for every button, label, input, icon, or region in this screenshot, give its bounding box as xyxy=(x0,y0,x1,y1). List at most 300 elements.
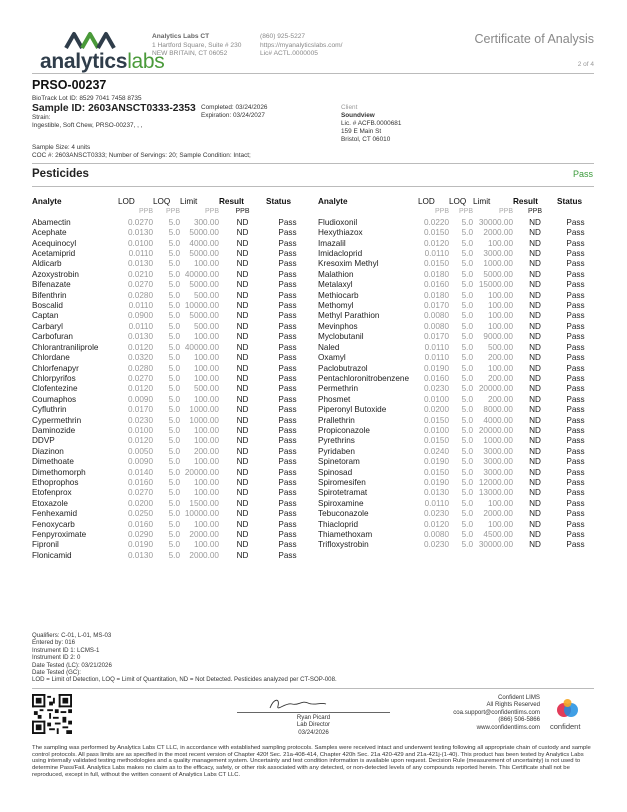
loq-value: 5.0 xyxy=(461,519,473,529)
result-value: ND xyxy=(236,540,249,550)
status-value: Pass xyxy=(278,405,297,415)
table-row xyxy=(318,332,594,342)
col-lod: LOD xyxy=(118,197,135,206)
result-value: ND xyxy=(236,249,249,259)
status-value: Pass xyxy=(566,311,585,321)
lod-value: 0.0180 xyxy=(423,290,449,300)
status-value: Pass xyxy=(278,467,297,477)
result-value: ND xyxy=(529,540,541,550)
loq-value: 5.0 xyxy=(461,405,473,415)
analyte-name: Acephate xyxy=(32,228,67,238)
status-value: Pass xyxy=(278,550,297,560)
result-value: ND xyxy=(236,446,249,456)
limit-value: 5000.00 xyxy=(189,311,219,321)
analyte-name: Flonicamid xyxy=(32,550,72,560)
loq-value: 5.0 xyxy=(461,467,473,477)
sample-name: PRSO-00237 xyxy=(32,78,107,92)
limit-value: 5000.00 xyxy=(189,228,219,238)
table-row xyxy=(32,270,309,280)
analyte-name: Azoxystrobin xyxy=(32,269,79,279)
status-value: Pass xyxy=(278,394,297,404)
status-value: Pass xyxy=(566,363,585,373)
result-value: ND xyxy=(529,457,541,467)
analyte-name: Carbofuran xyxy=(32,332,73,342)
result-value: ND xyxy=(236,530,249,539)
result-value: ND xyxy=(236,373,249,383)
lod-value: 0.0110 xyxy=(424,342,449,352)
lod-value: 0.0090 xyxy=(127,394,153,404)
analyte-name: Carbaryl xyxy=(32,321,63,331)
limit-value: 4500.00 xyxy=(483,530,513,539)
col-loq: LOQ xyxy=(449,197,467,206)
limit-value: 40000.00 xyxy=(184,342,219,352)
status-value: Pass xyxy=(278,425,297,435)
loq-value: 5.0 xyxy=(461,446,473,456)
lod-value: 0.0080 xyxy=(423,530,449,539)
lod-value: 0.0180 xyxy=(423,269,449,279)
lod-value: 0.0160 xyxy=(423,280,449,290)
loq-value: 5.0 xyxy=(168,477,180,487)
analyte-name: Chlordane xyxy=(32,353,70,363)
status-value: Pass xyxy=(566,436,585,446)
logo-second: labs xyxy=(127,50,165,73)
status-value: Pass xyxy=(278,519,297,529)
limit-value: 5000.00 xyxy=(189,280,219,290)
lod-value: 0.0270 xyxy=(127,217,153,227)
analyte-name: Pyridaben xyxy=(318,446,355,456)
pesticide-table-right xyxy=(318,197,594,551)
loq-value: 5.0 xyxy=(461,436,473,446)
limit-value: 1000.00 xyxy=(189,415,219,425)
lod-value: 0.0230 xyxy=(423,509,449,519)
table-row xyxy=(318,530,594,540)
loq-value: 5.0 xyxy=(168,436,180,446)
status-value: Pass xyxy=(566,457,585,467)
analyte-name: Tebuconazole xyxy=(318,509,369,519)
table-row xyxy=(318,280,594,290)
confident-logo-icon xyxy=(555,698,581,720)
logo-first: analytics xyxy=(40,50,128,73)
analyte-name: Acetamiprid xyxy=(32,249,76,259)
status-value: Pass xyxy=(278,269,297,279)
table-row xyxy=(318,322,594,332)
analyte-name: Paclobutrazol xyxy=(318,363,368,373)
loq-value: 5.0 xyxy=(168,342,180,352)
limit-value: 20000.00 xyxy=(184,467,219,477)
client-name: Soundview xyxy=(341,112,375,119)
table-row xyxy=(318,509,594,519)
analyte-name: Acequinocyl xyxy=(32,238,77,248)
limit-value: 30000.00 xyxy=(478,540,513,550)
status-value: Pass xyxy=(278,498,297,508)
limit-value: 100.00 xyxy=(193,425,219,435)
col-lod: LOD xyxy=(418,197,435,206)
lod-value: 0.0230 xyxy=(127,415,153,425)
lod-value: 0.0110 xyxy=(424,498,449,508)
status-value: Pass xyxy=(566,530,585,539)
loq-value: 5.0 xyxy=(461,373,473,383)
limit-value: 100.00 xyxy=(487,363,513,373)
status-value: Pass xyxy=(566,540,585,550)
result-value: ND xyxy=(236,477,249,487)
table-row xyxy=(318,436,594,446)
table-row xyxy=(32,457,309,467)
result-value: ND xyxy=(529,259,541,269)
table-row xyxy=(318,488,594,498)
loq-value: 5.0 xyxy=(168,301,180,311)
limit-value: 100.00 xyxy=(193,394,219,404)
loq-value: 5.0 xyxy=(461,217,473,227)
lod-value: 0.0170 xyxy=(423,332,449,342)
limit-value: 500.00 xyxy=(193,384,219,394)
lab-contact xyxy=(260,33,342,59)
loq-value: 5.0 xyxy=(168,332,180,342)
result-value: ND xyxy=(529,519,541,529)
limit-value: 5000.00 xyxy=(189,249,219,259)
limit-value: 20000.00 xyxy=(478,425,513,435)
loq-value: 5.0 xyxy=(461,321,473,331)
lod-value: 0.0200 xyxy=(423,405,449,415)
result-value: ND xyxy=(529,238,541,248)
qualifiers: Qualifiers: C-01, L-01, MS-03 xyxy=(32,632,112,639)
status-value: Pass xyxy=(278,530,297,539)
confident-email[interactable]: coa.support@confidentlims.com xyxy=(453,708,540,716)
result-value: ND xyxy=(529,228,541,238)
analyte-name: Dimethoate xyxy=(32,457,74,467)
lod-value: 0.0200 xyxy=(127,498,153,508)
divider xyxy=(32,73,594,74)
result-value: ND xyxy=(529,269,541,279)
analyte-name: Cyfluthrin xyxy=(32,405,67,415)
sample-type: Ingestible, Soft Chew, PRSO-00237, , , xyxy=(32,122,143,129)
result-value: ND xyxy=(236,269,249,279)
loq-value: 5.0 xyxy=(168,217,180,227)
table-row xyxy=(318,343,594,353)
lod-value: 0.0190 xyxy=(423,363,449,373)
lod-value: 0.0110 xyxy=(128,321,153,331)
lab-phone: (860) 925-5227 xyxy=(260,33,306,40)
analyte-name: Myclobutanil xyxy=(318,332,364,342)
limit-value: 3000.00 xyxy=(483,446,513,456)
status-value: Pass xyxy=(566,228,585,238)
status-value: Pass xyxy=(566,217,585,227)
table-row xyxy=(32,509,309,519)
lod-value: 0.0080 xyxy=(423,321,449,331)
loq-value: 5.0 xyxy=(461,311,473,321)
result-value: ND xyxy=(529,301,541,311)
loq-value: 5.0 xyxy=(461,530,473,539)
status-value: Pass xyxy=(566,394,585,404)
table-row xyxy=(32,249,309,259)
loq-value: 5.0 xyxy=(168,405,180,415)
lod-value: 0.0250 xyxy=(127,509,153,519)
table-row xyxy=(32,343,309,353)
divider xyxy=(32,688,594,689)
signature-line xyxy=(237,712,390,713)
loq-value: 5.0 xyxy=(461,259,473,269)
result-value: ND xyxy=(236,228,249,238)
col-status: Status xyxy=(557,197,583,206)
analyte-name: Spinosad xyxy=(318,467,353,477)
analyte-name: Methyl Parathion xyxy=(318,311,380,321)
table-row xyxy=(32,395,309,405)
confident-logo-text: confident xyxy=(550,722,581,731)
loq-value: 5.0 xyxy=(461,269,473,279)
table-row xyxy=(318,520,594,530)
date-tested-lc: Date Tested (LC): 03/21/2026 xyxy=(32,661,112,669)
analyte-name: Spiroxamine xyxy=(318,498,364,508)
loq-value: 5.0 xyxy=(461,280,473,290)
result-value: ND xyxy=(236,467,249,477)
table-row xyxy=(32,416,309,426)
loq-value: 5.0 xyxy=(168,394,180,404)
result-value: ND xyxy=(529,311,541,321)
loq-value: 5.0 xyxy=(168,425,180,435)
status-value: Pass xyxy=(278,363,297,373)
lod-value: 0.0100 xyxy=(127,238,153,248)
lod-value: 0.0210 xyxy=(127,269,153,279)
analyte-name: Naled xyxy=(318,342,340,352)
status-value: Pass xyxy=(566,280,585,290)
result-value: ND xyxy=(529,467,541,477)
status-value: Pass xyxy=(566,373,585,383)
client-address2: Bristol, CT 06010 xyxy=(341,136,391,143)
status-value: Pass xyxy=(278,280,297,290)
loq-value: 5.0 xyxy=(168,540,180,550)
limit-value: 100.00 xyxy=(193,540,219,550)
status-value: Pass xyxy=(566,238,585,248)
limit-value: 8000.00 xyxy=(483,405,513,415)
table-row xyxy=(318,364,594,374)
result-value: ND xyxy=(236,290,249,300)
lod-value: 0.0270 xyxy=(127,280,153,290)
loq-value: 5.0 xyxy=(168,488,180,498)
result-value: ND xyxy=(236,519,249,529)
table-row xyxy=(32,447,309,457)
limit-value: 20000.00 xyxy=(478,384,513,394)
table-row xyxy=(318,249,594,259)
analyte-name: Pyrethrins xyxy=(318,436,355,446)
limit-value: 100.00 xyxy=(193,519,219,529)
status-value: Pass xyxy=(278,301,297,311)
result-value: ND xyxy=(236,217,249,227)
loq-value: 5.0 xyxy=(168,457,180,467)
pesticide-table-left xyxy=(32,197,309,561)
loq-value: 5.0 xyxy=(168,311,180,321)
loq-value: 5.0 xyxy=(168,446,180,456)
lod-value: 0.0160 xyxy=(127,519,153,529)
analyte-name: Thiacloprid xyxy=(318,519,359,529)
analyte-name: Daminozide xyxy=(32,425,76,435)
lod-value: 0.0110 xyxy=(424,353,449,363)
table-row xyxy=(318,311,594,321)
table-row xyxy=(32,228,309,238)
loq-value: 5.0 xyxy=(461,290,473,300)
limit-value: 100.00 xyxy=(193,353,219,363)
analyte-name: Diazinon xyxy=(32,446,64,456)
result-value: ND xyxy=(529,530,541,539)
loq-value: 5.0 xyxy=(461,394,473,404)
sample-size: Sample Size: 4 units xyxy=(32,144,91,151)
analyte-name: Captan xyxy=(32,311,59,321)
table-row xyxy=(318,301,594,311)
limit-value: 100.00 xyxy=(487,321,513,331)
status-value: Pass xyxy=(278,477,297,487)
result-value: ND xyxy=(236,353,249,363)
unit-limit: PPB xyxy=(498,208,513,216)
result-value: ND xyxy=(529,509,541,519)
limit-value: 100.00 xyxy=(193,259,219,269)
table-row xyxy=(32,551,309,561)
limit-value: 9000.00 xyxy=(483,332,513,342)
client-address1: 159 E Main St xyxy=(341,128,382,135)
legend: LOD = Limit of Detection, LOQ = Limit of Quantitation, ND = Not Detected. Pesticides analyzed per CT-SOP-008. xyxy=(32,676,337,684)
lod-value: 0.0150 xyxy=(423,467,449,477)
qr-code-icon[interactable] xyxy=(32,694,72,734)
analyte-name: Prallethrin xyxy=(318,415,355,425)
limit-value: 1500.00 xyxy=(189,498,219,508)
confident-web[interactable]: www.confidentlims.com xyxy=(476,723,540,731)
result-value: ND xyxy=(529,217,541,227)
table-row xyxy=(318,478,594,488)
col-analyte: Analyte xyxy=(318,197,348,206)
analyte-name: Spirotetramat xyxy=(318,488,368,498)
entered-by: Entered by: 016 xyxy=(32,639,76,647)
table-row xyxy=(32,468,309,478)
analyte-name: DDVP xyxy=(32,436,55,446)
limit-value: 10000.00 xyxy=(184,509,219,519)
result-value: ND xyxy=(236,415,249,425)
limit-value: 12000.00 xyxy=(478,477,513,487)
loq-value: 5.0 xyxy=(168,509,180,519)
result-value: ND xyxy=(529,436,541,446)
table-row xyxy=(32,218,309,228)
lod-value: 0.0130 xyxy=(127,332,153,342)
result-value: ND xyxy=(236,321,249,331)
result-value: ND xyxy=(529,425,541,435)
disclaimer: The sampling was performed by Analytics Labs CT LLC, in accordance with established sampling protocols. Samples were received intact and underwent testing following all appropriate chain of custody and sample control protocols. All pass limits are as specified in the most recent version of Chapter 420f Sec. 21a-408-414, Chapter 420h Sec. 21a 420-429 and 21a-421j-(1-40). This product has been tested by Analytics Labs using internally validated testing methodologies and a quality management system. Uncertainty and test condition information is available upon request. Decision Rule (measurement of uncertainty) is not used to determine Pass/Fail. Analytics Labs makes no claim as to the efficacy, safety, or other risk associated with any detected, or non-detected levels of any compounds reported herein. This Certificate shall not be reproduced, except in full, without the written consent of Analytics Labs CT LLC. xyxy=(32,745,591,778)
loq-value: 5.0 xyxy=(168,384,180,394)
col-analyte: Analyte xyxy=(32,197,62,206)
table-row xyxy=(32,436,309,446)
analyte-name: Clofentezine xyxy=(32,384,78,394)
lab-address1: 1 Hartford Square, Suite # 230 xyxy=(152,41,242,49)
lab-license: Lic# ACTL.0000005 xyxy=(260,50,318,58)
table-row xyxy=(318,228,594,238)
limit-value: 100.00 xyxy=(487,238,513,248)
result-value: ND xyxy=(236,509,249,519)
limit-value: 100.00 xyxy=(193,436,219,446)
status-value: Pass xyxy=(278,249,297,259)
limit-value: 40000.00 xyxy=(184,269,219,279)
table-row xyxy=(32,530,309,540)
lod-value: 0.0160 xyxy=(423,373,449,383)
analyte-name: Chlorantraniliprole xyxy=(32,342,99,352)
sample-id: Sample ID: 2603ANSCT0333-2353 xyxy=(32,103,196,114)
result-value: ND xyxy=(236,259,249,269)
lab-info xyxy=(152,33,241,59)
loq-value: 5.0 xyxy=(461,415,473,425)
date-tested-gc: Date Tested (GC): xyxy=(32,669,81,677)
limit-value: 100.00 xyxy=(193,477,219,487)
analyte-name: Boscalid xyxy=(32,301,63,311)
limit-value: 4000.00 xyxy=(189,238,219,248)
result-value: ND xyxy=(529,477,541,487)
result-value: ND xyxy=(529,384,541,394)
result-value: ND xyxy=(236,394,249,404)
table-row xyxy=(318,395,594,405)
table-row xyxy=(318,218,594,228)
limit-value: 100.00 xyxy=(193,488,219,498)
expiration-date: Expiration: 03/24/2027 xyxy=(201,112,265,119)
loq-value: 5.0 xyxy=(461,457,473,467)
status-value: Pass xyxy=(278,488,297,498)
analyte-name: Methiocarb xyxy=(318,290,359,300)
loq-value: 5.0 xyxy=(461,301,473,311)
lod-value: 0.0120 xyxy=(423,238,449,248)
result-value: ND xyxy=(529,332,541,342)
strain-label: Strain: xyxy=(32,114,51,121)
status-value: Pass xyxy=(566,446,585,456)
lod-value: 0.0120 xyxy=(127,436,153,446)
status-value: Pass xyxy=(278,446,297,456)
result-value: ND xyxy=(236,342,249,352)
limit-value: 30000.00 xyxy=(478,217,513,227)
divider xyxy=(32,163,594,164)
signer-title: Lab Director xyxy=(296,721,331,729)
status-value: Pass xyxy=(278,290,297,300)
lab-website[interactable]: https://myanalyticslabs.com/ xyxy=(260,41,343,49)
analyte-name: Permethrin xyxy=(318,384,359,394)
analyte-name: Ethoprophos xyxy=(32,477,79,487)
col-result: Result xyxy=(513,197,539,206)
status-value: Pass xyxy=(566,519,585,529)
divider xyxy=(32,186,594,187)
analyte-name: Malathion xyxy=(318,269,354,279)
limit-value: 2000.00 xyxy=(483,509,513,519)
lod-value: 0.0220 xyxy=(423,217,449,227)
lod-value: 0.0190 xyxy=(423,477,449,487)
unit-lod: PPB xyxy=(138,208,153,216)
instrument-2: Instrument ID 2: 0 xyxy=(32,654,81,662)
lod-value: 0.0280 xyxy=(127,363,153,373)
limit-value: 1000.00 xyxy=(189,405,219,415)
loq-value: 5.0 xyxy=(168,363,180,373)
result-value: ND xyxy=(236,384,249,394)
analyte-name: Fenhexamid xyxy=(32,509,78,519)
status-value: Pass xyxy=(278,228,297,238)
loq-value: 5.0 xyxy=(461,342,473,352)
col-status: Status xyxy=(266,197,292,206)
table-row xyxy=(32,239,309,249)
table-row xyxy=(318,405,594,415)
limit-value: 200.00 xyxy=(487,373,513,383)
lod-value: 0.0130 xyxy=(127,550,153,560)
result-value: ND xyxy=(529,353,541,363)
limit-value: 300.00 xyxy=(193,217,219,227)
lod-value: 0.0110 xyxy=(424,249,449,259)
lod-value: 0.0150 xyxy=(423,228,449,238)
loq-value: 5.0 xyxy=(461,228,473,238)
status-value: Pass xyxy=(278,332,297,342)
limit-value: 200.00 xyxy=(193,446,219,456)
notes xyxy=(32,632,337,684)
limit-value: 200.00 xyxy=(487,353,513,363)
loq-value: 5.0 xyxy=(461,509,473,519)
loq-value: 5.0 xyxy=(168,530,180,539)
result-value: ND xyxy=(529,373,541,383)
loq-value: 5.0 xyxy=(168,290,180,300)
